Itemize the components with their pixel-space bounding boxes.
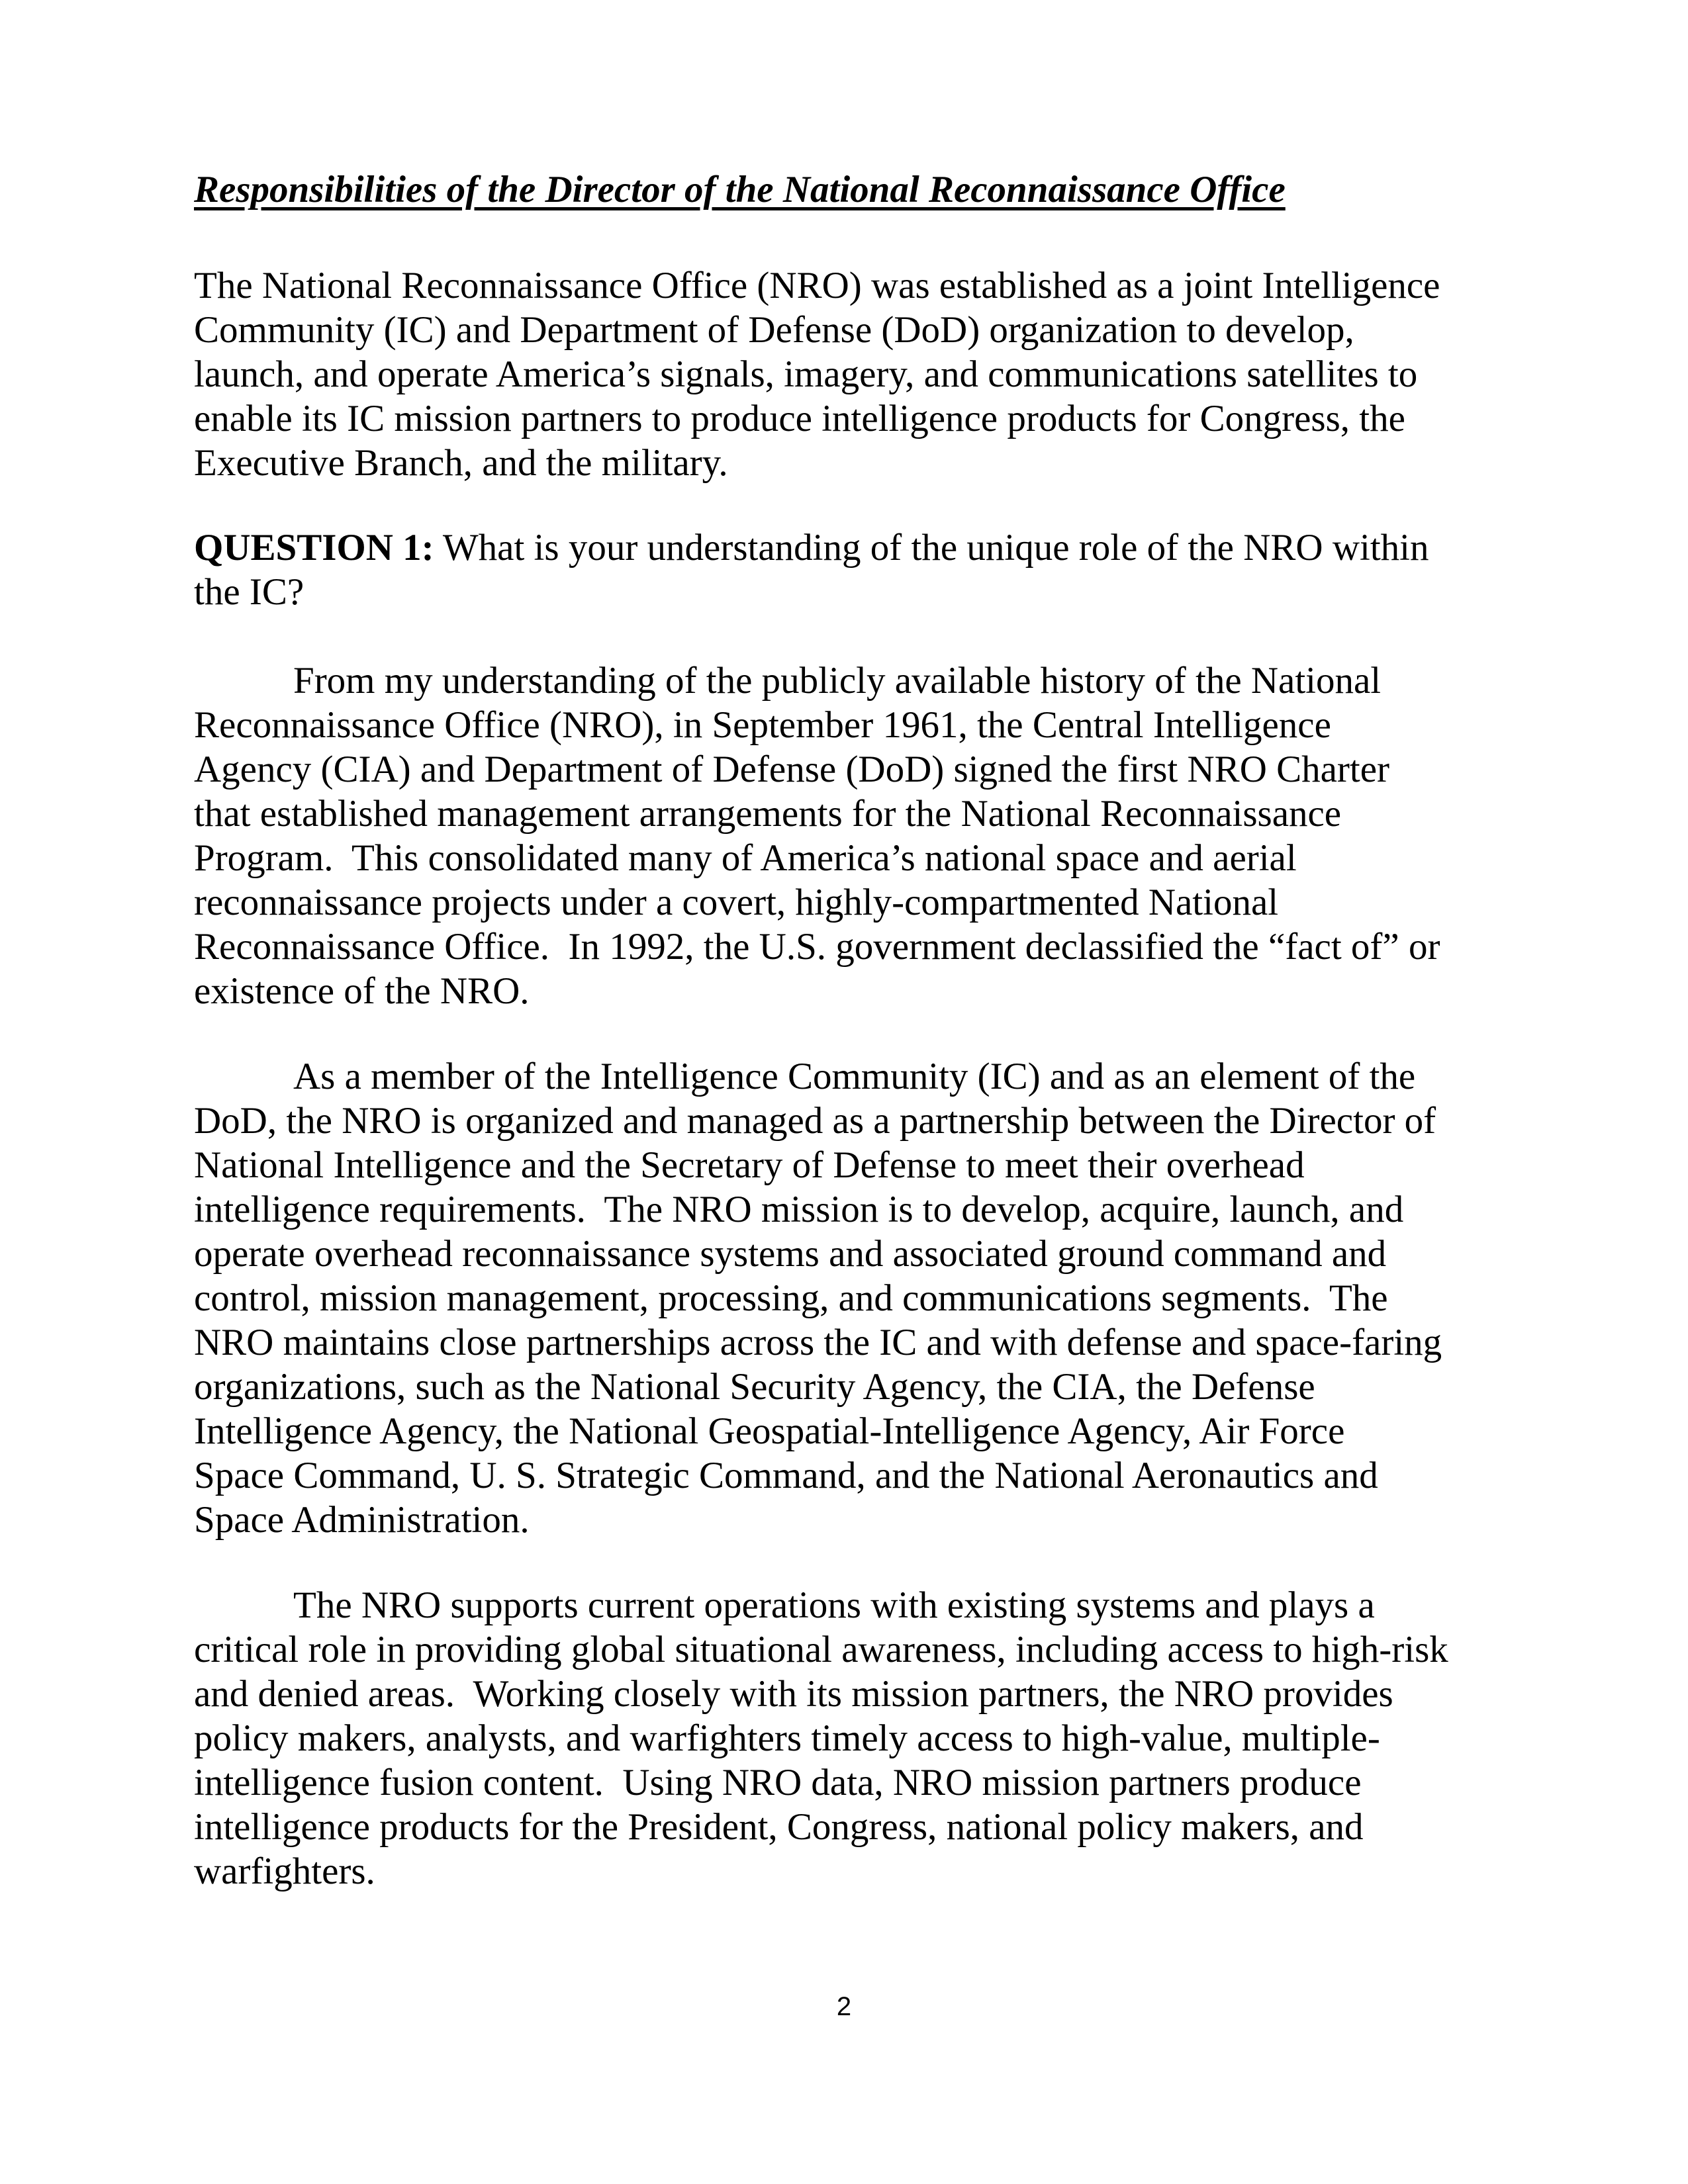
text-line: warfighters. <box>194 1850 375 1892</box>
text-line: Intelligence Agency, the National Geospatial-Intelligence Agency, Air Force <box>194 1410 1345 1452</box>
text-line: Space Command, U. S. Strategic Command, and the National Aeronautics and <box>194 1455 1378 1496</box>
text-line: The National Reconnaissance Office (NRO) was established as a joint Intelligence <box>194 265 1440 306</box>
text-line: and denied areas. Working closely with its mission partners, the NRO provides <box>194 1673 1393 1715</box>
question-line-2: the IC? <box>194 571 305 613</box>
text-line: launch, and operate America’s signals, imagery, and communications satellites to <box>194 353 1418 395</box>
question-1 <box>194 525 1491 614</box>
answer-paragraph-3 <box>194 1583 1491 1893</box>
text-line: intelligence products for the President, Congress, national policy makers, and <box>194 1806 1364 1848</box>
text-line: DoD, the NRO is organized and managed as a partnership between the Director of <box>194 1100 1436 1142</box>
text-line: reconnaissance projects under a covert, highly-compartmented National <box>194 882 1279 923</box>
answer-paragraph-2 <box>194 1054 1491 1542</box>
text-line: National Intelligence and the Secretary of Defense to meet their overhead <box>194 1144 1305 1186</box>
text-line: As a member of the Intelligence Community (IC) and as an element of the <box>293 1056 1416 1097</box>
text-line: Reconnaissance Office (NRO), in September 1961, the Central Intelligence <box>194 704 1331 746</box>
text-line: control, mission management, processing, and communications segments. The <box>194 1277 1388 1319</box>
section-heading: Responsibilities of the Director of the National Reconnaissance Office <box>194 169 1286 210</box>
text-line: critical role in providing global situational awareness, including access to high-risk <box>194 1629 1448 1670</box>
question-label: QUESTION 1: <box>194 527 434 569</box>
text-line: From my understanding of the publicly available history of the National <box>293 660 1382 702</box>
text-line: that established management arrangements for the National Reconnaissance <box>194 793 1342 835</box>
text-line: organizations, such as the National Security Agency, the CIA, the Defense <box>194 1366 1315 1408</box>
text-line: Agency (CIA) and Department of Defense (DoD) signed the first NRO Charter <box>194 749 1390 790</box>
text-line: operate overhead reconnaissance systems and associated ground command and <box>194 1233 1387 1275</box>
text-line: Space Administration. <box>194 1499 530 1541</box>
intro-paragraph <box>194 263 1491 485</box>
text-line: Community (IC) and Department of Defense (DoD) organization to develop, <box>194 309 1354 351</box>
text-line: NRO maintains close partnerships across the IC and with defense and space-faring <box>194 1322 1442 1363</box>
text-line: The NRO supports current operations with existing systems and plays a <box>293 1584 1375 1626</box>
text-line: Reconnaissance Office. In 1992, the U.S. government declassified the “fact of” or <box>194 926 1440 968</box>
question-text: What is your understanding of the unique role of the NRO within <box>434 527 1429 569</box>
text-line: existence of the NRO. <box>194 970 530 1012</box>
text-line: intelligence requirements. The NRO mission is to develop, acquire, launch, and <box>194 1189 1404 1230</box>
text-line: enable its IC mission partners to produce intelligence products for Congress, the <box>194 398 1405 439</box>
text-line: Program. This consolidated many of America’s national space and aerial <box>194 837 1297 879</box>
text-line: Executive Branch, and the military. <box>194 442 728 484</box>
page-number: 2 <box>836 1992 852 2021</box>
text-line: intelligence fusion content. Using NRO data, NRO mission partners produce <box>194 1762 1362 1803</box>
question-line-1 <box>194 525 1491 570</box>
answer-paragraph-1 <box>194 659 1491 1013</box>
text-line: policy makers, analysts, and warfighters timely access to high-value, multiple- <box>194 1717 1380 1759</box>
